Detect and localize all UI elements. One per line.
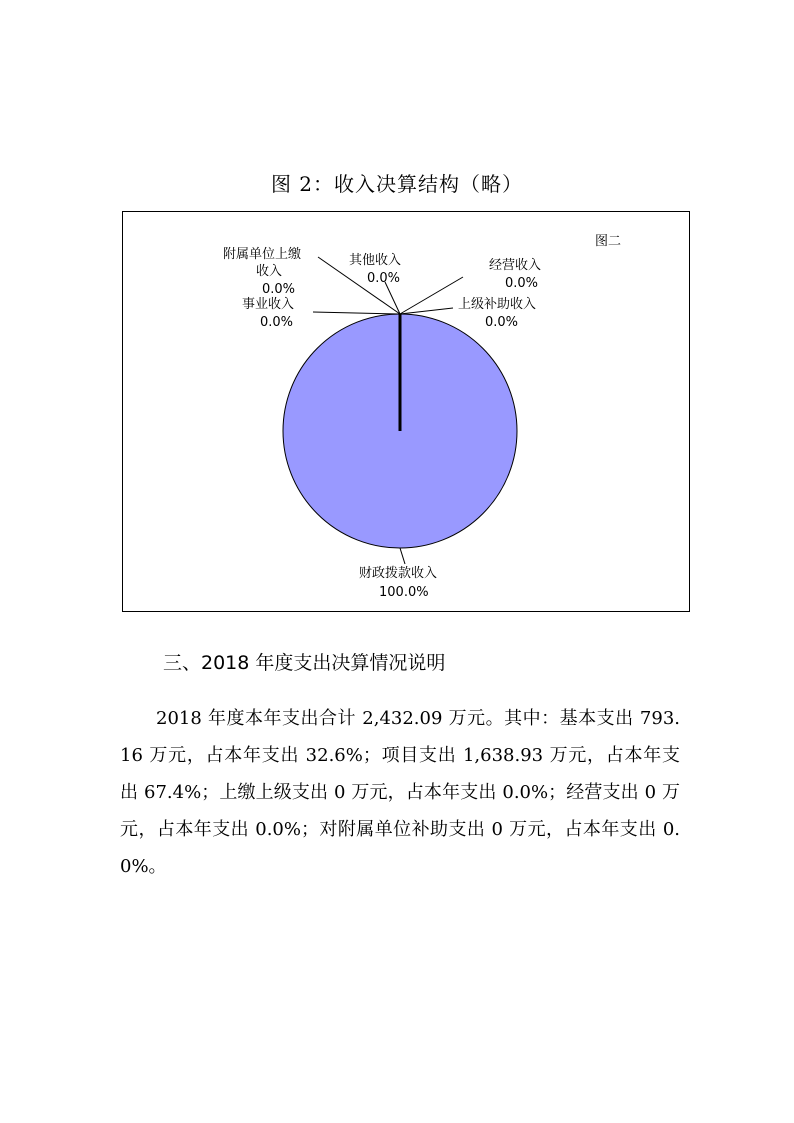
pie-chart [122,211,690,612]
label-superior-name: 上级补助收入 [458,297,537,312]
figure-caption: 图 2：收入决算结构（略） [270,172,524,196]
section-heading: 三、2018 年度支出决算情况说明 [163,652,446,674]
label-business-value: 0.0% [260,315,294,330]
body-paragraph: 2018 年度本年支出合计 2,432.09 万元。其中：基本支出 793.16 万元，占本年支出 32.6%；项目支出 1,638.93 万元，占本年支出 67.4%；上缴上级支出 0 万元，占本年支出 0.0%；经营支出 0 万元，占本年支出 0.0%；对附属单位补助支出 0 万元，占本年支出 0.0%。 [120,708,680,877]
label-fiscal-value: 100.0% [379,585,429,600]
pie-chart-svg [123,212,689,611]
label-other-value: 0.0% [367,271,401,286]
leader-line-operating [400,277,463,314]
label-affiliated-name-1: 附属单位上缴 [223,247,302,262]
label-affiliated-name-2: 收入 [256,264,283,279]
chart-title: 图二 [595,234,622,249]
label-operating-name: 经营收入 [489,258,542,273]
label-affiliated-value: 0.0% [262,282,296,297]
label-fiscal-name: 财政拨款收入 [359,566,438,581]
label-other-name: 其他收入 [349,253,402,268]
leader-line-business [313,312,400,314]
label-superior-value: 0.0% [485,315,519,330]
leader-line-fiscal [400,548,405,564]
label-operating-value: 0.0% [505,276,539,291]
label-business-name: 事业收入 [242,297,295,312]
